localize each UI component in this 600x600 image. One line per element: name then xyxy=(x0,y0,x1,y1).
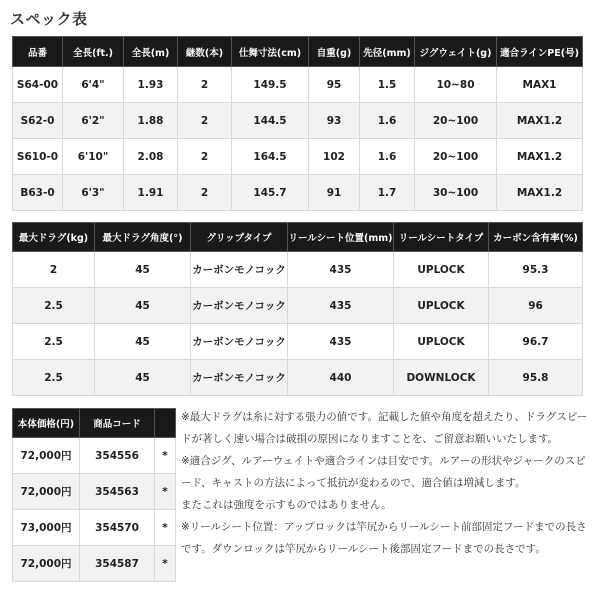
table-row xyxy=(13,139,583,175)
table-cell: 6'3" xyxy=(63,175,124,211)
table-cell: MAX1.2 xyxy=(497,139,583,175)
table-row xyxy=(13,175,583,211)
table-cell: 435 xyxy=(288,288,394,324)
table-cell: 2.5 xyxy=(13,324,95,360)
table-cell: 96 xyxy=(489,288,583,324)
table-cell: MAX1.2 xyxy=(497,103,583,139)
table-row xyxy=(13,510,176,546)
table-cell: UPLOCK xyxy=(394,288,489,324)
header-cell: 本体価格(円) xyxy=(13,409,80,438)
header-cell: 全長(m) xyxy=(124,37,178,67)
table-cell: 6'10" xyxy=(63,139,124,175)
mark-cell: * xyxy=(155,510,176,546)
table-cell: S610-0 xyxy=(13,139,63,175)
price-cell: 72,000円 xyxy=(13,438,80,474)
table-row xyxy=(13,546,176,582)
table-cell: 2 xyxy=(178,67,232,103)
header-cell: 自重(g) xyxy=(309,37,360,67)
table-cell: 6'4" xyxy=(63,67,124,103)
table-cell: 1.91 xyxy=(124,175,178,211)
table-cell: 45 xyxy=(95,288,191,324)
mark-cell: * xyxy=(155,474,176,510)
table-cell: 2 xyxy=(178,175,232,211)
table-cell: 2.08 xyxy=(124,139,178,175)
table-cell: 2 xyxy=(178,103,232,139)
note-reel-seat: ※リールシート位置：アップロックは竿尻からリールシート前部固定フードまでの長さです。ダウンロックは竿尻からリールシート後部固定フードまでの長さです。 xyxy=(181,521,587,555)
header-cell: リールシートタイプ xyxy=(394,223,489,252)
table-cell: S64-00 xyxy=(13,67,63,103)
price-cell: 72,000円 xyxy=(13,546,80,582)
note-drag: ※最大ドラグは糸に対する張力の値です。記載した値や角度を超えたり、ドラグスピードが著しく速い場合は破損の原因になりますことを、ご留意お願いいたします。 xyxy=(181,411,588,445)
table-cell: 96.7 xyxy=(489,324,583,360)
table-row xyxy=(13,103,583,139)
table-cell: 1.88 xyxy=(124,103,178,139)
table-cell: 145.7 xyxy=(232,175,309,211)
header-cell: カーボン含有率(%) xyxy=(489,223,583,252)
header-cell: 最大ドラグ(kg) xyxy=(13,223,95,252)
table-cell: 149.5 xyxy=(232,67,309,103)
header-cell: 先径(mm) xyxy=(360,37,415,67)
header-cell: 全長(ft.) xyxy=(63,37,124,67)
table-cell: 45 xyxy=(95,324,191,360)
note-strength: またこれは強度を示すものではありません。 xyxy=(181,499,392,511)
header-cell: リールシート位置(mm) xyxy=(288,223,394,252)
mark-cell: * xyxy=(155,546,176,582)
table-row xyxy=(13,67,583,103)
table-cell: 2 xyxy=(13,252,95,288)
header-cell: 仕舞寸法(cm) xyxy=(232,37,309,67)
table-cell: 45 xyxy=(95,252,191,288)
table-cell: 435 xyxy=(288,324,394,360)
spec-table-drag xyxy=(12,222,583,396)
table-cell: 93 xyxy=(309,103,360,139)
table-cell: 144.5 xyxy=(232,103,309,139)
table-cell: 1.6 xyxy=(360,139,415,175)
table-cell: 95.3 xyxy=(489,252,583,288)
table-cell: 435 xyxy=(288,252,394,288)
table-row xyxy=(13,324,583,360)
table-cell: DOWNLOCK xyxy=(394,360,489,396)
product-code-cell: 354570 xyxy=(80,510,155,546)
table-cell: MAX1.2 xyxy=(497,175,583,211)
table-cell: カーボンモノコック xyxy=(191,324,288,360)
table-cell: MAX1 xyxy=(497,67,583,103)
product-code-cell: 354587 xyxy=(80,546,155,582)
header-cell: グリップタイプ xyxy=(191,223,288,252)
table-cell: 1.7 xyxy=(360,175,415,211)
header-cell: 継数(本) xyxy=(178,37,232,67)
table-row xyxy=(13,474,176,510)
table-cell: 10~80 xyxy=(415,67,497,103)
table-cell: 164.5 xyxy=(232,139,309,175)
table-row xyxy=(13,252,583,288)
table-header-row xyxy=(13,223,583,252)
table-row xyxy=(13,360,583,396)
table-cell: カーボンモノコック xyxy=(191,288,288,324)
price-cell: 72,000円 xyxy=(13,474,80,510)
table-cell: S62-0 xyxy=(13,103,63,139)
price-cell: 73,000円 xyxy=(13,510,80,546)
notes-block xyxy=(181,406,591,560)
table-cell: UPLOCK xyxy=(394,324,489,360)
table-cell: 95.8 xyxy=(489,360,583,396)
table-cell: 20~100 xyxy=(415,139,497,175)
table-cell: 2 xyxy=(178,139,232,175)
page-title: スペック表 xyxy=(10,10,88,28)
table-cell: 6'2" xyxy=(63,103,124,139)
header-cell: 品番 xyxy=(13,37,63,67)
product-code-cell: 354563 xyxy=(80,474,155,510)
table-cell: カーボンモノコック xyxy=(191,360,288,396)
table-cell: 91 xyxy=(309,175,360,211)
table-cell: 1.93 xyxy=(124,67,178,103)
table-cell: 1.6 xyxy=(360,103,415,139)
note-jig-line: ※適合ジグ、ルアーウェイトや適合ラインは目安です。ルアーの形状やジャークのスピード、キャストの方法によって抵抗が変わるので、適合値は増減します。 xyxy=(181,455,586,489)
product-code-cell: 354556 xyxy=(80,438,155,474)
table-cell: 1.5 xyxy=(360,67,415,103)
spec-table-rod xyxy=(12,36,583,211)
table-cell: 2.5 xyxy=(13,288,95,324)
table-cell: 2.5 xyxy=(13,360,95,396)
table-row xyxy=(13,288,583,324)
header-cell: ジグウェイト(g) xyxy=(415,37,497,67)
table-cell: 45 xyxy=(95,360,191,396)
mark-cell: * xyxy=(155,438,176,474)
table-row xyxy=(13,438,176,474)
table-header-row xyxy=(13,409,176,438)
table-header-row xyxy=(13,37,583,67)
header-cell xyxy=(155,409,176,438)
table-cell: 20~100 xyxy=(415,103,497,139)
table-cell: カーボンモノコック xyxy=(191,252,288,288)
table-cell: 440 xyxy=(288,360,394,396)
header-cell: 適合ラインPE(号) xyxy=(497,37,583,67)
header-cell: 商品コード xyxy=(80,409,155,438)
price-table xyxy=(12,408,176,582)
header-cell: 最大ドラグ角度(°) xyxy=(95,223,191,252)
table-cell: UPLOCK xyxy=(394,252,489,288)
table-cell: 102 xyxy=(309,139,360,175)
table-cell: B63-0 xyxy=(13,175,63,211)
table-cell: 30~100 xyxy=(415,175,497,211)
table-cell: 95 xyxy=(309,67,360,103)
